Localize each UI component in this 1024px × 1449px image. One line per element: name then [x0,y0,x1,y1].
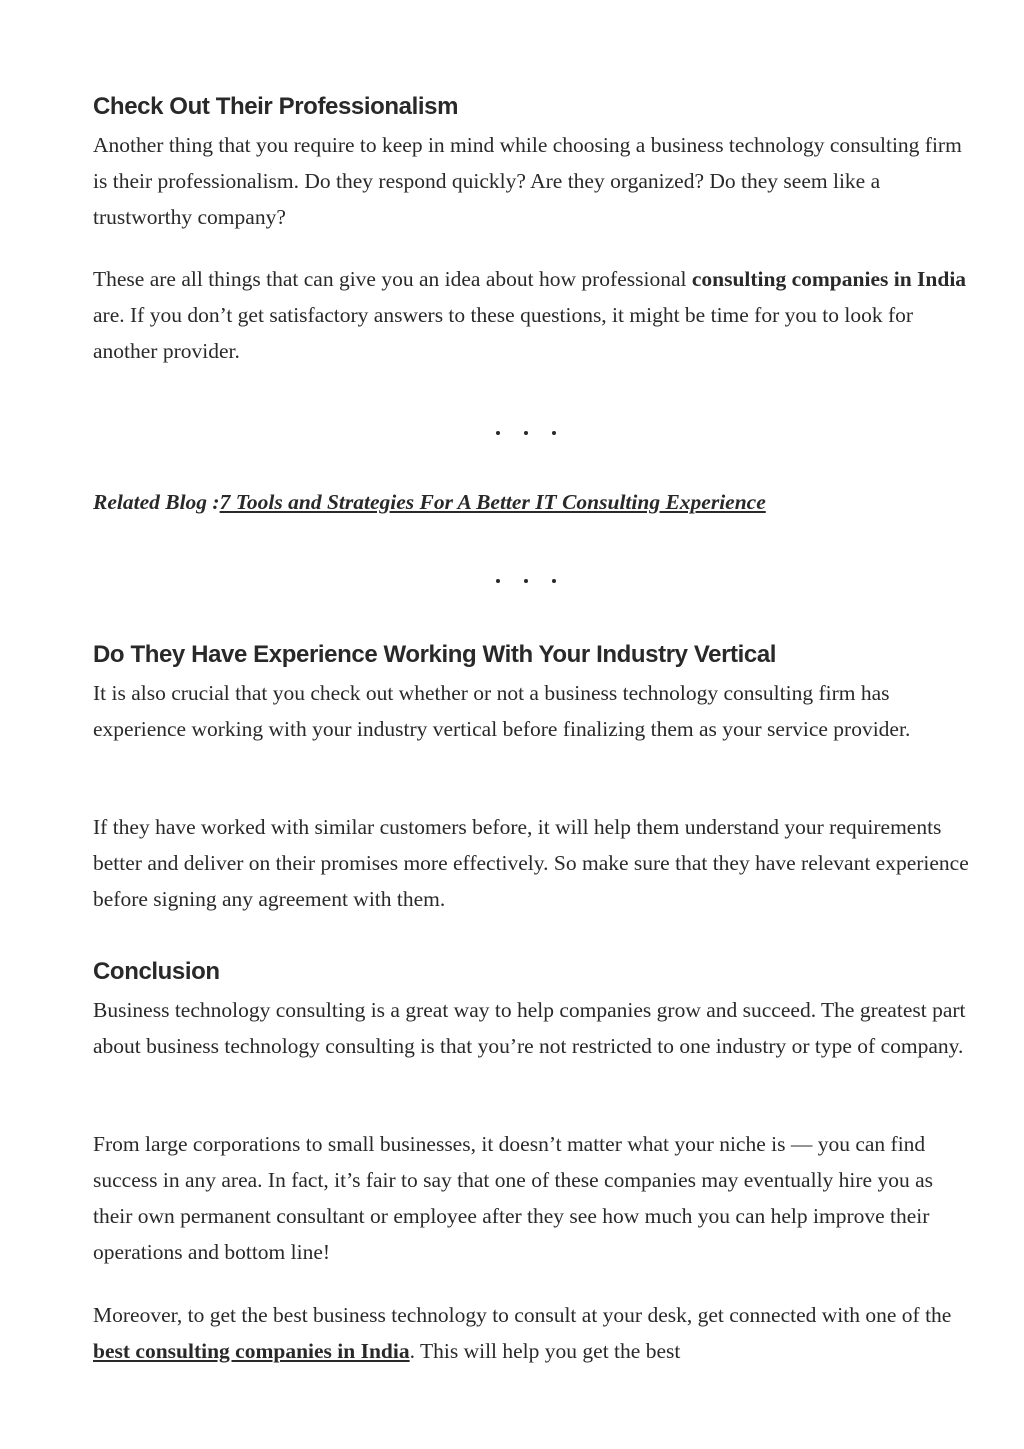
bold-phrase: consulting companies in India [691,267,967,291]
paragraph-industry-1: It is also crucial that you check out whether or not a business technology consulting firm has experience working with your industry vertical before finalizing them as your service provider. [93,681,911,741]
section-heading-professionalism: Check Out Their Professionalism [93,93,459,120]
separator-dot [524,579,528,583]
separator-dot [552,431,556,435]
paragraph-professionalism-2 [93,261,973,369]
related-blog [93,484,766,520]
paragraph-conclusion-2: From large corporations to small businesses, it doesn’t matter what your niche is — you can find success in any area. In fact, it’s fair to say that one of these companies may eventually hire you as their own permanent consultant or employee after they see how much you can help improve their operations and bottom line! [93,1132,934,1264]
separator-dot [552,579,556,583]
paragraph-text: Moreover, to get the best business technology to consult at your desk, get connected with one of the [93,1303,952,1327]
separator-dot [496,579,500,583]
related-blog-label: Related Blog : [93,490,220,514]
paragraph-text: . This will help you get the best [409,1339,681,1363]
consulting-companies-link[interactable]: best consulting companies in India [93,1339,410,1363]
section-heading-industry-vertical: Do They Have Experience Working With Your Industry Vertical [93,641,777,668]
separator-dot [496,431,500,435]
section-separator [93,572,959,592]
paragraph-conclusion-3 [93,1297,973,1369]
section-heading-conclusion: Conclusion [93,958,220,985]
related-blog-link[interactable]: 7 Tools and Strategies For A Better IT Consulting Experience [219,490,766,514]
paragraph-conclusion-1: Business technology consulting is a great way to help companies grow and succeed. The greatest part about business technology consulting is that you’re not restricted to one industry or type of company. [93,998,966,1058]
paragraph-text: are. If you don’t get satisfactory answers to these questions, it might be time for you to look for another provider. [93,303,914,363]
section-separator [93,424,959,444]
paragraph-text: These are all things that can give you an idea about how professional [93,267,692,291]
paragraph-professionalism-1: Another thing that you require to keep in mind while choosing a business technology consulting firm is their professionalism. Do they respond quickly? Are they organized? Do they seem like a trustworthy company? [93,133,962,229]
paragraph-industry-2: If they have worked with similar customers before, it will help them understand your requirements better and deliver on their promises more effectively. So make sure that they have relevant experience before signing any agreement with them. [93,815,969,911]
separator-dot [524,431,528,435]
